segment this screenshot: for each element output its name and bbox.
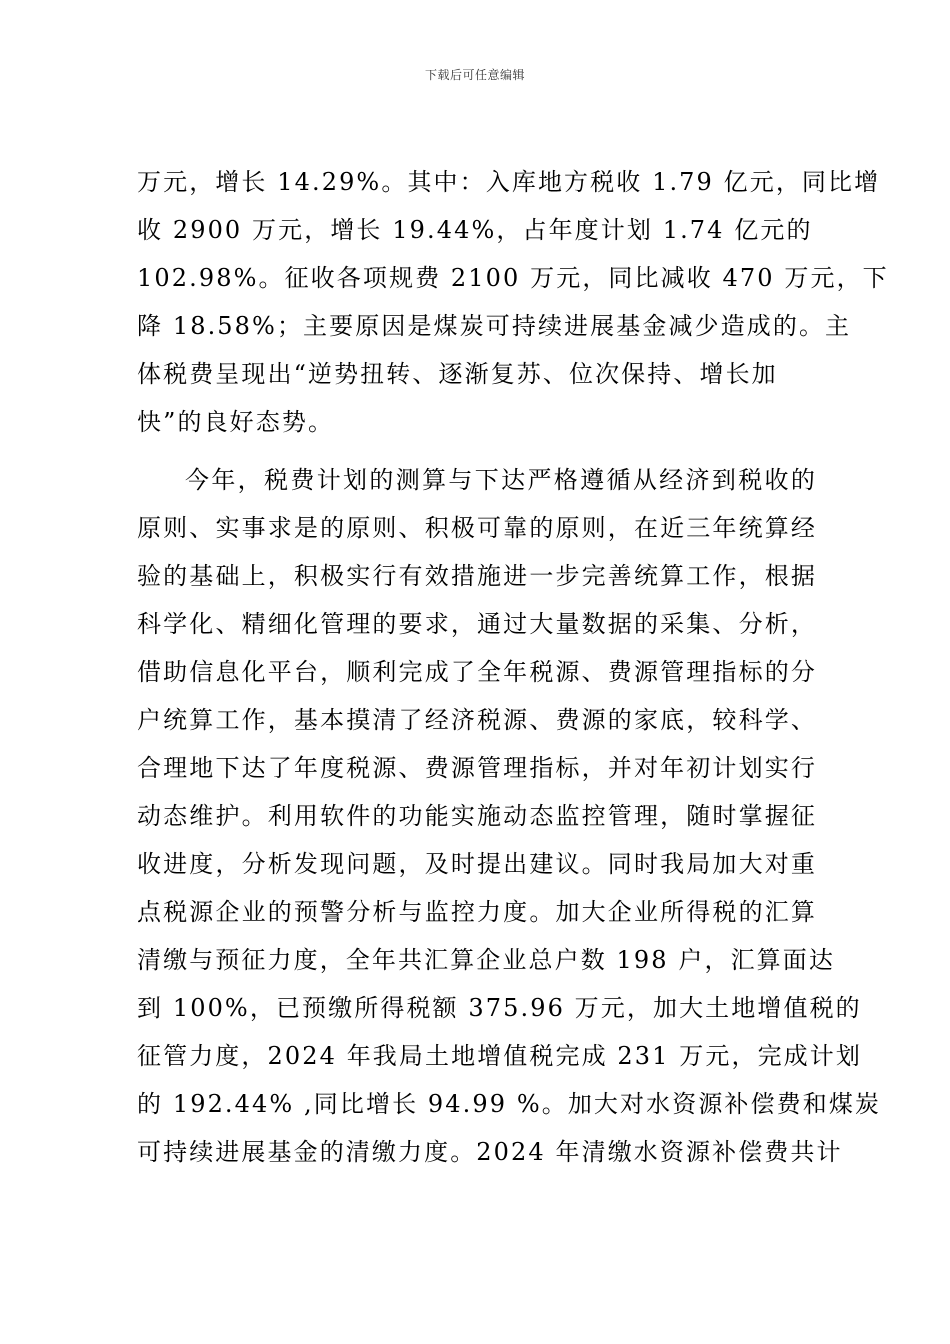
text-line: 收 2900 万元，增长 19.44%，占年度计划 1.74 亿元的 <box>137 216 813 244</box>
paragraph-1 <box>137 158 889 446</box>
paragraph-2 <box>137 456 882 1176</box>
text-line: 征管力度，2024 年我局土地增值税完成 231 万元，完成计划 <box>137 1042 862 1070</box>
text-line: 原则、实事求是的原则、积极可靠的原则，在近三年统算经 <box>137 514 817 542</box>
text-line: 点税源企业的预警分析与监控力度。加大企业所得税的汇算 <box>137 898 817 926</box>
text-line: 今年，税费计划的测算与下达严格遵循从经济到税收的 <box>185 466 817 494</box>
text-line: 万元，增长 14.29%。其中：入库地方税收 1.79 亿元，同比增 <box>137 168 881 196</box>
text-line: 体税费呈现出“逆势扭转、逐渐复苏、位次保持、增长加 <box>137 360 778 388</box>
text-line: 借助信息化平台，顺利完成了全年税源、费源管理指标的分 <box>137 658 817 686</box>
text-line: 户统算工作，基本摸清了经济税源、费源的家底，较科学、 <box>137 706 817 734</box>
text-line: 科学化、精细化管理的要求，通过大量数据的采集、分析， <box>137 610 817 638</box>
text-line: 到 100%，已预缴所得税额 375.96 万元，加大土地增值税的 <box>137 994 862 1022</box>
text-line: 合理地下达了年度税源、费源管理指标，并对年初计划实行 <box>137 754 817 782</box>
text-line: 清缴与预征力度，全年共汇算企业总户数 198 户，汇算面达 <box>137 946 835 974</box>
text-line: 快”的良好态势。 <box>137 408 335 436</box>
text-line: 动态维护。利用软件的功能实施动态监控管理，随时掌握征 <box>137 802 817 830</box>
text-line: 的 192.44% ,同比增长 94.99 %。加大对水资源补偿费和煤炭 <box>137 1090 882 1118</box>
text-line: 102.98%。征收各项规费 2100 万元，同比减收 470 万元，下 <box>137 264 889 292</box>
text-line: 降 18.58%；主要原因是煤炭可持续进展基金减少造成的。主 <box>137 312 852 340</box>
text-line: 收进度，分析发现问题，及时提出建议。同时我局加大对重 <box>137 850 817 878</box>
page-header: 下载后可任意编辑 <box>424 68 525 82</box>
text-line: 可持续进展基金的清缴力度。2024 年清缴水资源补偿费共计 <box>137 1138 843 1166</box>
text-line: 验的基础上，积极实行有效措施进一步完善统算工作，根据 <box>137 562 817 590</box>
